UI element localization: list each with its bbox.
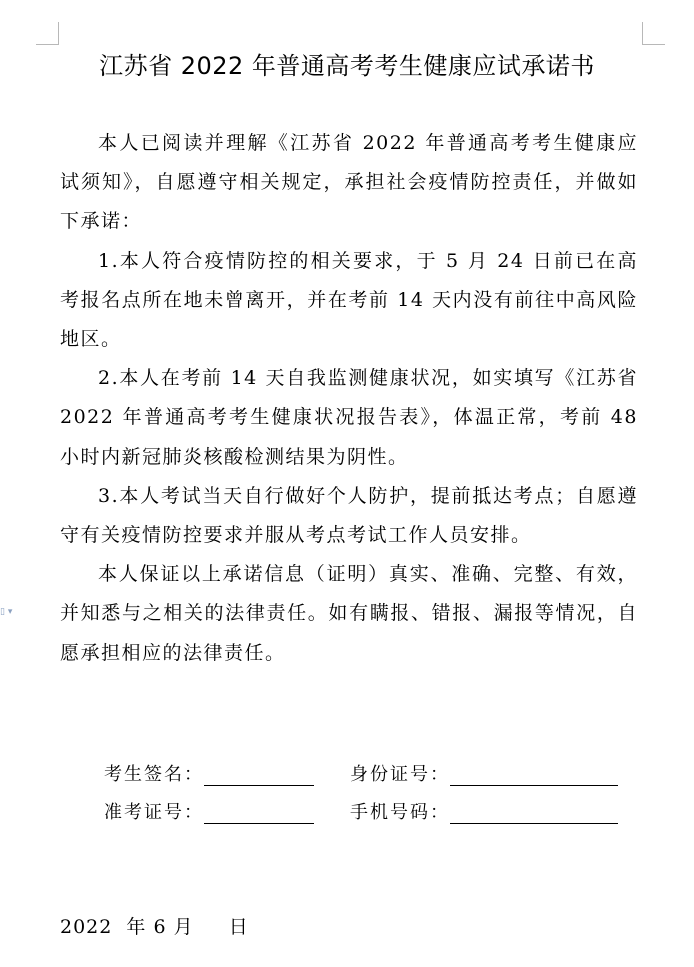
- id-number-label: 身份证号：: [350, 764, 450, 785]
- crop-mark-top-right: [642, 22, 665, 45]
- paragraph-pledge-3: 3.本人考试当天自行做好个人防护，提前抵达考点；自愿遵守有关疫情防控要求并服从考点考试工作人员安排。: [60, 484, 638, 547]
- date-line: 2022 年 6 月 日: [60, 916, 249, 938]
- signature-blank[interactable]: [204, 761, 314, 786]
- phone-label: 手机号码：: [350, 802, 450, 823]
- signature-field[interactable]: [104, 760, 314, 786]
- phone-blank[interactable]: [450, 799, 618, 824]
- exam-number-field[interactable]: [104, 798, 314, 824]
- exam-number-blank[interactable]: [204, 799, 314, 824]
- document-body: [60, 124, 638, 673]
- signature-label: 考生签名：: [104, 764, 204, 785]
- document-title: 江苏省 2022 年普通高考考生健康应试承诺书: [99, 52, 595, 80]
- id-number-field[interactable]: [350, 760, 618, 786]
- side-marker-icon[interactable]: ▯ ▾: [0, 607, 13, 617]
- signature-section: [104, 760, 644, 836]
- paragraph-pledge-1: 1.本人符合疫情防控的相关要求，于 5 月 24 日前已在高考报名点所在地未曾离开，并在考前 14 天内没有前往中高风险地区。: [60, 249, 638, 351]
- sign-row-2: [104, 798, 644, 836]
- exam-number-label: 准考证号：: [104, 802, 204, 823]
- paragraph-intro: 本人已阅读并理解《江苏省 2022 年普通高考考生健康应试须知》，自愿遵守相关规定，承担社会疫情防控责任，并做如下承诺：: [60, 132, 638, 233]
- id-number-blank[interactable]: [450, 761, 618, 786]
- sign-row-1: [104, 760, 644, 798]
- crop-mark-top-left: [36, 22, 59, 45]
- phone-field[interactable]: [350, 798, 618, 824]
- paragraph-pledge-2: 2.本人在考前 14 天自我监测健康状况，如实填写《江苏省 2022 年普通高考考生健康状况报告表》，体温正常，考前 48 小时内新冠肺炎核酸检测结果为阴性。: [60, 367, 638, 468]
- paragraph-guarantee: 本人保证以上承诺信息（证明）真实、准确、完整、有效，并知悉与之相关的法律责任。如有瞒报、错报、漏报等情况，自愿承担相应的法律责任。: [60, 563, 638, 664]
